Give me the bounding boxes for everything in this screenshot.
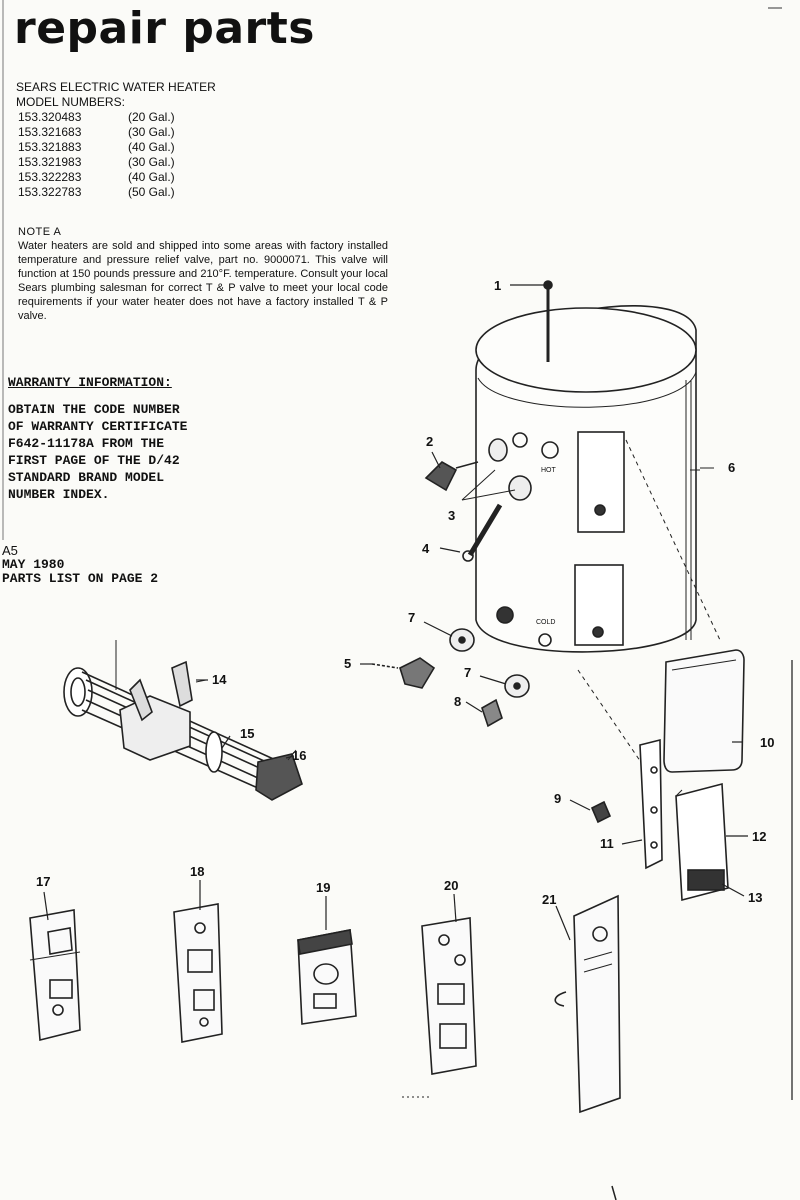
- models-label: MODEL NUMBERS:: [16, 95, 125, 109]
- parts-list-reference: PARTS LIST ON PAGE 2: [2, 571, 159, 586]
- callout-15: 15: [240, 726, 255, 741]
- relief-valve-part: [426, 462, 478, 490]
- heating-element-assembly: [64, 640, 302, 800]
- warranty-line: NUMBER INDEX.: [8, 487, 110, 502]
- model-number: 153.321983: [18, 155, 82, 169]
- model-capacity: (50 Gal.): [128, 185, 175, 199]
- warranty-line: STANDARD BRAND MODEL: [8, 470, 165, 485]
- callout-2: 2: [426, 434, 434, 449]
- callout-19: 19: [316, 880, 331, 895]
- callout-12: 12: [752, 829, 767, 844]
- tank-label-cold: COLD: [536, 619, 556, 626]
- callout-8: 8: [454, 694, 462, 709]
- callout-1: 1: [494, 278, 502, 293]
- warranty-line: FIRST PAGE OF THE D/42: [8, 453, 180, 468]
- callout-18: 18: [190, 864, 205, 879]
- thermostat-part-18: [174, 904, 222, 1042]
- warranty-line: OF WARRANTY CERTIFICATE: [8, 419, 188, 434]
- page-title: repair parts: [14, 3, 315, 54]
- callout-4: 4: [422, 541, 430, 556]
- model-capacity: (30 Gal.): [128, 155, 175, 169]
- callout-5: 5: [344, 656, 352, 671]
- note-a-title: NOTE A: [18, 226, 62, 238]
- model-number: 153.320483: [18, 110, 82, 124]
- model-capacity: (40 Gal.): [128, 170, 175, 184]
- callout-3: 3: [448, 508, 456, 523]
- footer-date: MAY 1980: [2, 557, 65, 572]
- thermostat-part-19: [298, 930, 356, 1024]
- callout-17: 17: [36, 874, 51, 889]
- model-capacity: (20 Gal.): [128, 110, 175, 124]
- callout-21: 21: [542, 892, 557, 907]
- callout-13: 13: [748, 890, 763, 905]
- model-capacity: (30 Gal.): [128, 125, 175, 139]
- model-number: 153.321883: [18, 140, 82, 154]
- callout-6: 6: [728, 460, 736, 475]
- model-capacity: (40 Gal.): [128, 140, 175, 154]
- warranty-line: OBTAIN THE CODE NUMBER: [8, 402, 180, 417]
- model-number: 153.322783: [18, 185, 82, 199]
- callout-11: 11: [600, 836, 614, 851]
- warranty-title: WARRANTY INFORMATION:: [8, 375, 172, 390]
- note-a-body: Water heaters are sold and shipped into some areas with factory installed temperature and pressure relief valve, part no. 9000071. This valve will function at 150 pounds pressure and 210°F. temperature. Consult your local Sears plumbing salesman for correct T & P valve to meet your local code requirements if your water heater does not have a factory installed T & P valve.: [18, 240, 388, 322]
- model-number: 153.322283: [18, 170, 82, 184]
- callout-14: 14: [212, 672, 227, 687]
- thermostat-part-17: [30, 910, 80, 1040]
- product-name: SEARS ELECTRIC WATER HEATER: [16, 80, 216, 94]
- callout-16: 16: [292, 748, 307, 763]
- footer-code: A5: [2, 543, 18, 558]
- callout-7a: 7: [408, 610, 416, 625]
- thermostat-part-20: [422, 918, 476, 1074]
- tank-label-hot: HOT: [541, 467, 556, 474]
- callout-20: 20: [444, 878, 459, 893]
- callout-7b: 7: [464, 665, 472, 680]
- callout-9: 9: [554, 791, 562, 806]
- callout-10: 10: [760, 735, 775, 750]
- model-number: 153.321683: [18, 125, 82, 139]
- warranty-line: F642-11178A FROM THE: [8, 436, 165, 451]
